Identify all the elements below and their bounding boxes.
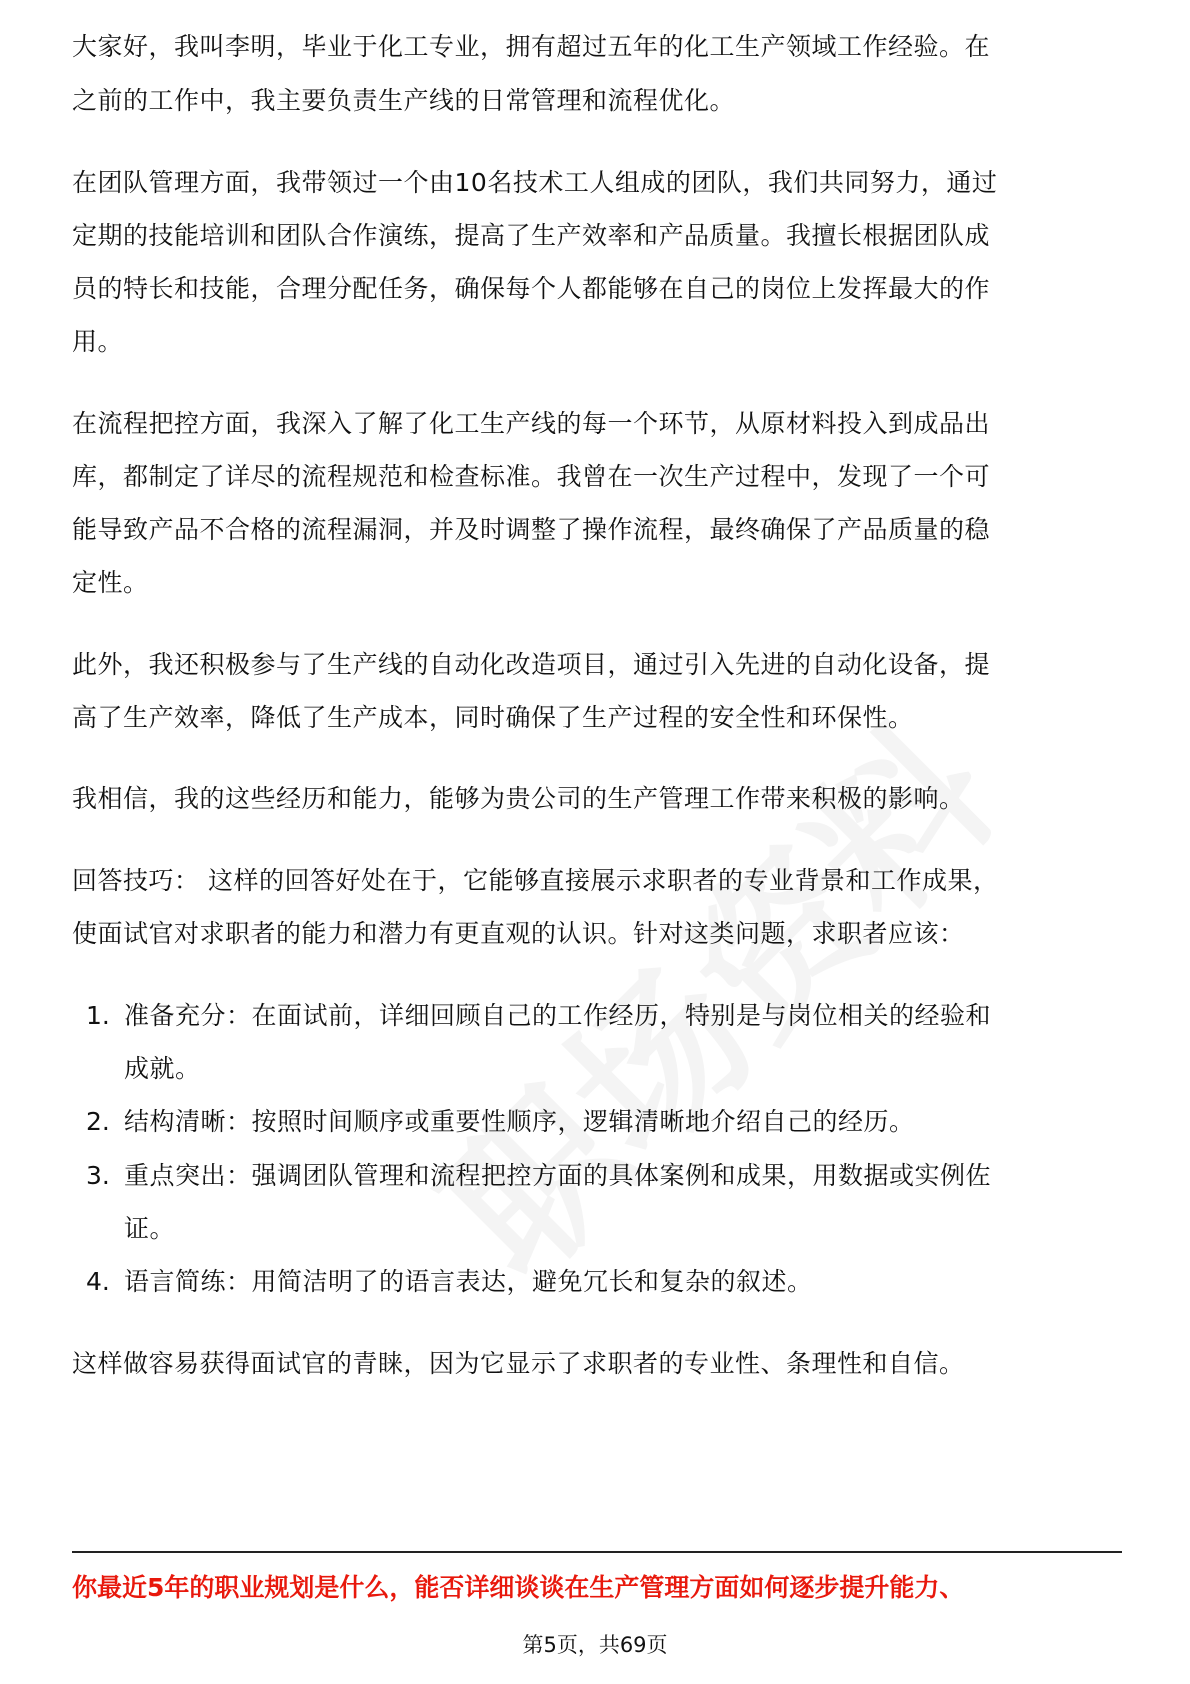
- paragraph-line: 库，都制定了详尽的流程规范和检查标准。我曾在一次生产过程中，发现了一个可: [72, 462, 991, 491]
- paragraph-line: 员的特长和技能，合理分配任务，确保每个人都能够在自己的岗位上发挥最大的作: [72, 274, 991, 303]
- paragraph-line: 用。: [72, 327, 124, 356]
- list-item-line: 结构清晰：按照时间顺序或重要性顺序，逻辑清晰地介绍自己的经历。: [124, 1107, 915, 1136]
- cut-off-line-wrapper: [0, 0, 1190, 62]
- paragraph-line: 在团队管理方面，我带领过一个由10名技术工人组成的团队，我们共同努力，通过: [72, 168, 998, 197]
- paragraph-line: 在流程把控方面，我深入了解了化工生产线的每一个环节，从原材料投入到成品出: [72, 409, 991, 438]
- list-number: 1.: [86, 1001, 110, 1030]
- list-item-line: 准备充分：在面试前，详细回顾自己的工作经历，特别是与岗位相关的经验和: [124, 1001, 992, 1030]
- paragraph-line: 定期的技能培训和团队合作演练，提高了生产效率和产品质量。我擅长根据团队成: [72, 221, 991, 250]
- list-item-line: 语言简练：用简洁明了的语言表达，避免冗长和复杂的叙述。: [124, 1267, 813, 1296]
- list-item-line: 证。: [124, 1214, 176, 1243]
- paragraph-line: 我相信，我的这些经历和能力，能够为贵公司的生产管理工作带来积极的影响。: [72, 784, 965, 813]
- page-footer: 第5页，共69页: [522, 1633, 668, 1657]
- cut-off-line: 大家好，我叫李明，毕业于化工专业，拥有超过五年的化工生产领域工作经验。在: [72, 32, 991, 61]
- tips-line: 使面试官对求职者的能力和潜力有更直观的认识。针对这类问题，求职者应该：: [72, 919, 965, 948]
- tips-line: 回答技巧： 这样的回答好处在于，它能够直接展示求职者的专业背景和工作成果，: [72, 866, 999, 895]
- list-number: 4.: [86, 1267, 110, 1296]
- next-question-heading: 你最近5年的职业规划是什么，能否详细谈谈在生产管理方面如何逐步提升能力、: [72, 1573, 965, 1602]
- section-divider: [72, 1551, 1122, 1553]
- closing-line: 这样做容易获得面试官的青睐，因为它显示了求职者的专业性、条理性和自信。: [72, 1349, 965, 1378]
- paragraph-line: 定性。: [72, 568, 149, 597]
- list-item-line: 重点突出：强调团队管理和流程把控方面的具体案例和成果，用数据或实例佐: [124, 1161, 992, 1190]
- list-number: 2.: [86, 1107, 110, 1136]
- paragraph-line: 高了生产效率，降低了生产成本，同时确保了生产过程的安全性和环保性。: [72, 703, 914, 732]
- list-number: 3.: [86, 1161, 110, 1190]
- paragraph-line: 之前的工作中，我主要负责生产线的日常管理和流程优化。: [72, 86, 736, 115]
- paragraph-line: 能导致产品不合格的流程漏洞，并及时调整了操作流程，最终确保了产品质量的稳: [72, 515, 991, 544]
- list-item-line: 成就。: [124, 1054, 201, 1083]
- paragraph-line: 此外，我还积极参与了生产线的自动化改造项目，通过引入先进的自动化设备，提: [72, 650, 991, 679]
